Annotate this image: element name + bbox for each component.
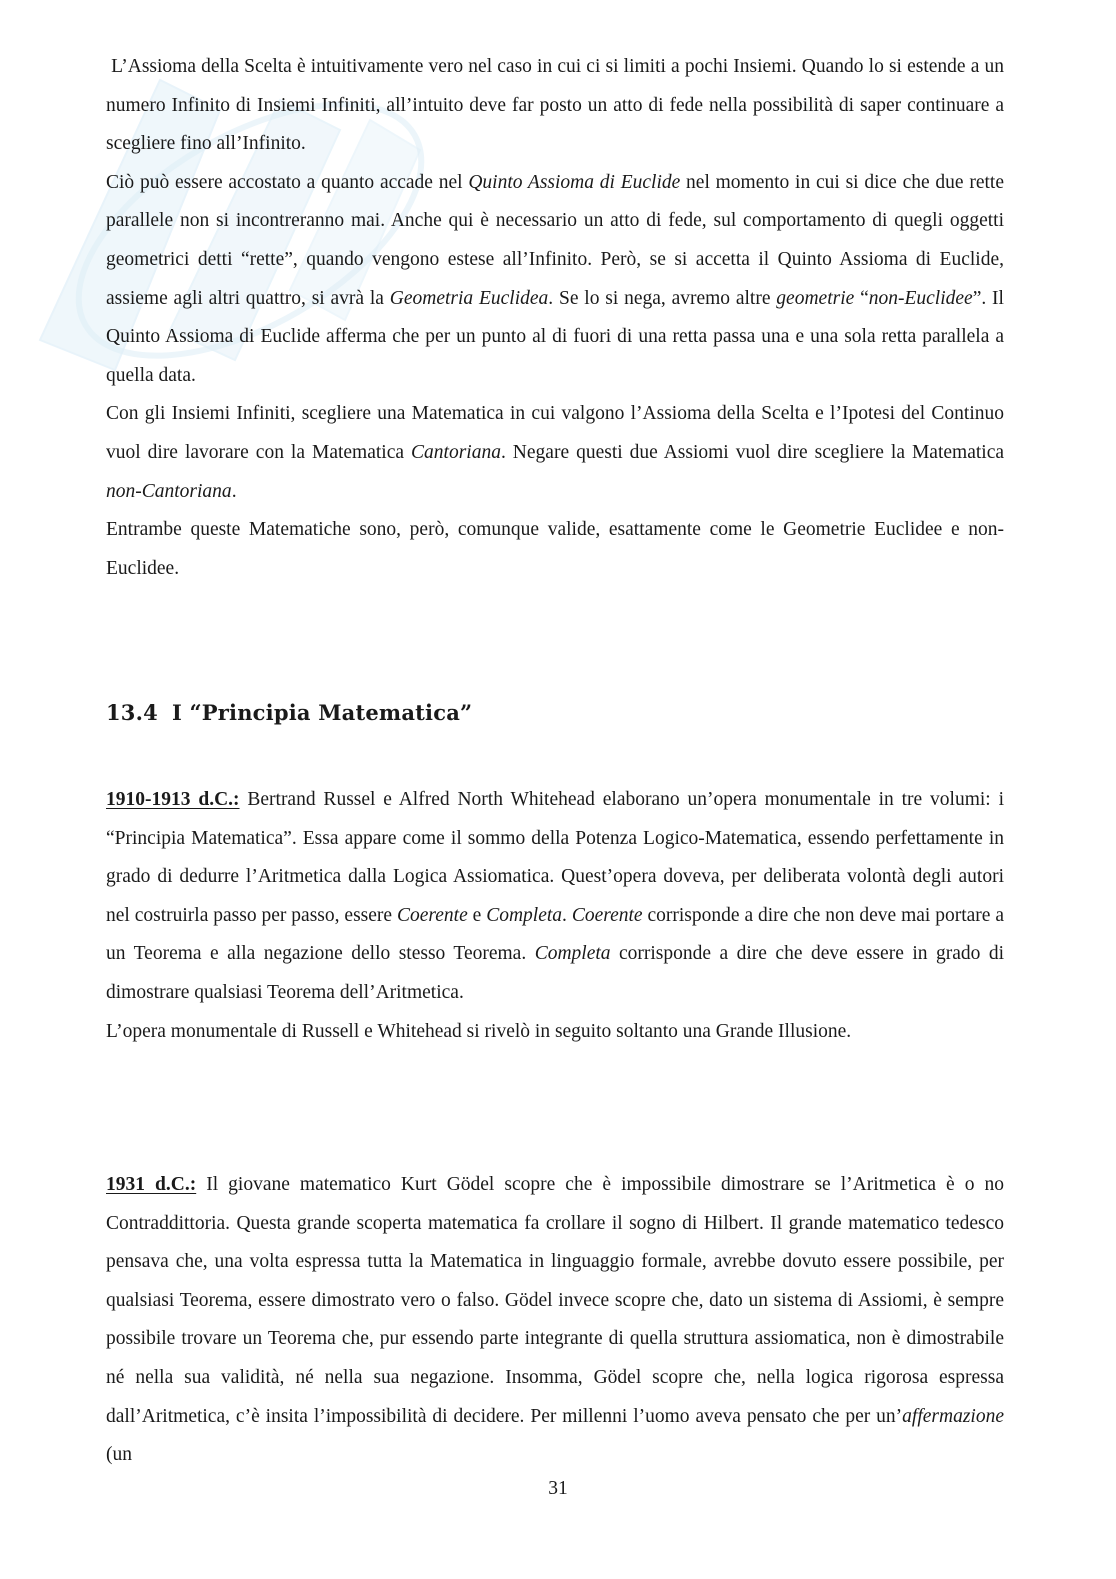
italic-term: geometrie <box>776 287 855 309</box>
text-run: (un <box>106 1444 132 1466</box>
italic-term: non-Cantoriana <box>106 480 232 502</box>
text-run: Ciò può essere accostato a quanto accade nel <box>106 171 469 193</box>
italic-term: non-Euclidee <box>868 287 973 309</box>
section-heading <box>106 700 472 725</box>
paragraph-assioma-scelta <box>106 48 1004 164</box>
paragraph-principia <box>106 781 1004 1013</box>
text-run: . Negare questi due Assiomi vuol dire scegliere la Matematica <box>500 441 1005 463</box>
document-page <box>106 48 1005 1466</box>
text-run: . Se lo si nega, avremo altre <box>548 287 777 309</box>
entry-1910-1913 <box>106 781 1004 1051</box>
text-run: nel momento in cui si dice che due rette parallele non si incontreranno mai. Anche qui è necessario un atto di fede, sul comportamento di quegli oggetti geometrici detti “rette”, quando vengono estese all’Infinito. Però, se si accetta il Quinto Assioma di Euclide, assieme agli altri quattro, si avrà la <box>106 171 1004 309</box>
section-title-text: I “Principia Matematica” <box>171 700 473 725</box>
paragraph-quinto-assioma <box>106 164 1004 396</box>
text-run: corrisponde a dire che deve essere in grado di dimostrare qualsiasi Teorema dell’Aritmetica. <box>106 943 1004 1003</box>
entry-1931 <box>106 1166 1004 1475</box>
italic-term: Cantoriana <box>411 441 501 463</box>
text-run: Bertrand Russel e Alfred North Whitehead elaborano un’opera monumentale in tre volumi: i “Principia Matematica”. Essa appare come il sommo della Potenza Logico-Matematica, essendo perfettamente in grado di dedurre l’Aritmetica dalla Logica Assiomatica. Quest’opera doveva, per deliberata volontà degli autori nel costruirla passo per passo, essere <box>106 789 1004 926</box>
text-run: ”. Il Quinto Assioma di Euclide afferma che per un punto al di fuori di una retta passa una e una sola retta parallela a quella data. <box>106 287 1004 386</box>
page-number: 31 <box>548 1478 568 1499</box>
paragraph-entrambe: Entrambe queste Matematiche sono, però, comunque valide, esattamente come le Geometrie Euclidee e non-Euclidee. <box>106 519 1004 579</box>
italic-term: Quinto Assioma di Euclide <box>468 171 681 193</box>
italic-term: Coerente <box>396 904 468 926</box>
intro-section <box>106 48 1004 588</box>
paragraph-grande-illusione: L’opera monumentale di Russell e Whitehead si rivelò in seguito soltanto una Grande Illusione. <box>106 1020 852 1042</box>
italic-term: Completa <box>534 943 611 965</box>
text-run: . <box>562 904 572 926</box>
text-run: Con gli Insiemi Infiniti, scegliere una Matematica in cui valgono l’Assioma della Scelta e l’Ipotesi del Continuo vuol dire lavorare con la Matematica <box>106 403 1004 463</box>
intro-p1: L’Assioma della Scelta è intuitivamente vero nel caso in cui ci si limiti a pochi Insiemi. Quando lo si estende a un numero Infinito di Insiemi Infiniti, all’intuito deve far posto un atto di fede nella possibilità di saper continuare a scegliere fino all’Infinito. <box>106 56 1005 155</box>
text-run: e <box>467 904 487 926</box>
italic-term: Completa <box>486 904 563 926</box>
date-label: 1931 d.C.: <box>106 1174 197 1195</box>
italic-term: affermazione <box>902 1405 1004 1427</box>
paragraph-insiemi-infiniti <box>106 395 1004 511</box>
date-label: 1910-1913 d.C.: <box>106 789 240 810</box>
italic-term: Coerente <box>571 904 643 926</box>
italic-term: Geometria Euclidea <box>389 287 549 309</box>
text-run: corrisponde a dire che non deve mai portare a un Teorema e alla negazione dello stesso Teorema. <box>106 904 1004 965</box>
paragraph-godel <box>106 1166 1004 1475</box>
text-run: Il giovane matematico Kurt Gödel scopre che è impossibile dimostrare se l’Aritmetica è o no Contraddittoria. Questa grande scoperta matematica fa crollare il sogno di Hilbert. Il grande matematico tedesco pensava che, una volta espressa tutta la Matematica in linguaggio formale, avrebbe dovuto essere possibile, per qualsiasi Teorema, essere dimostrato vero o falso. Gödel invece scopre che, dato un sistema di Assiomi, è sempre possibile trovare un Teorema che, pur essendo parte integrante di quella struttura assiomatica, non è dimostrabile né nella sua validità, né nella sua negazione. Insomma, Gödel scopre che, nella logica rigorosa espressa dall’Aritmetica, c’è insita l’impossibilità di decidere. Per millenni l’uomo aveva pensato che per un’ <box>106 1174 1004 1427</box>
text-run: “ <box>854 287 869 309</box>
section-number: 13.4 <box>106 700 158 725</box>
text-run: . <box>231 480 237 502</box>
